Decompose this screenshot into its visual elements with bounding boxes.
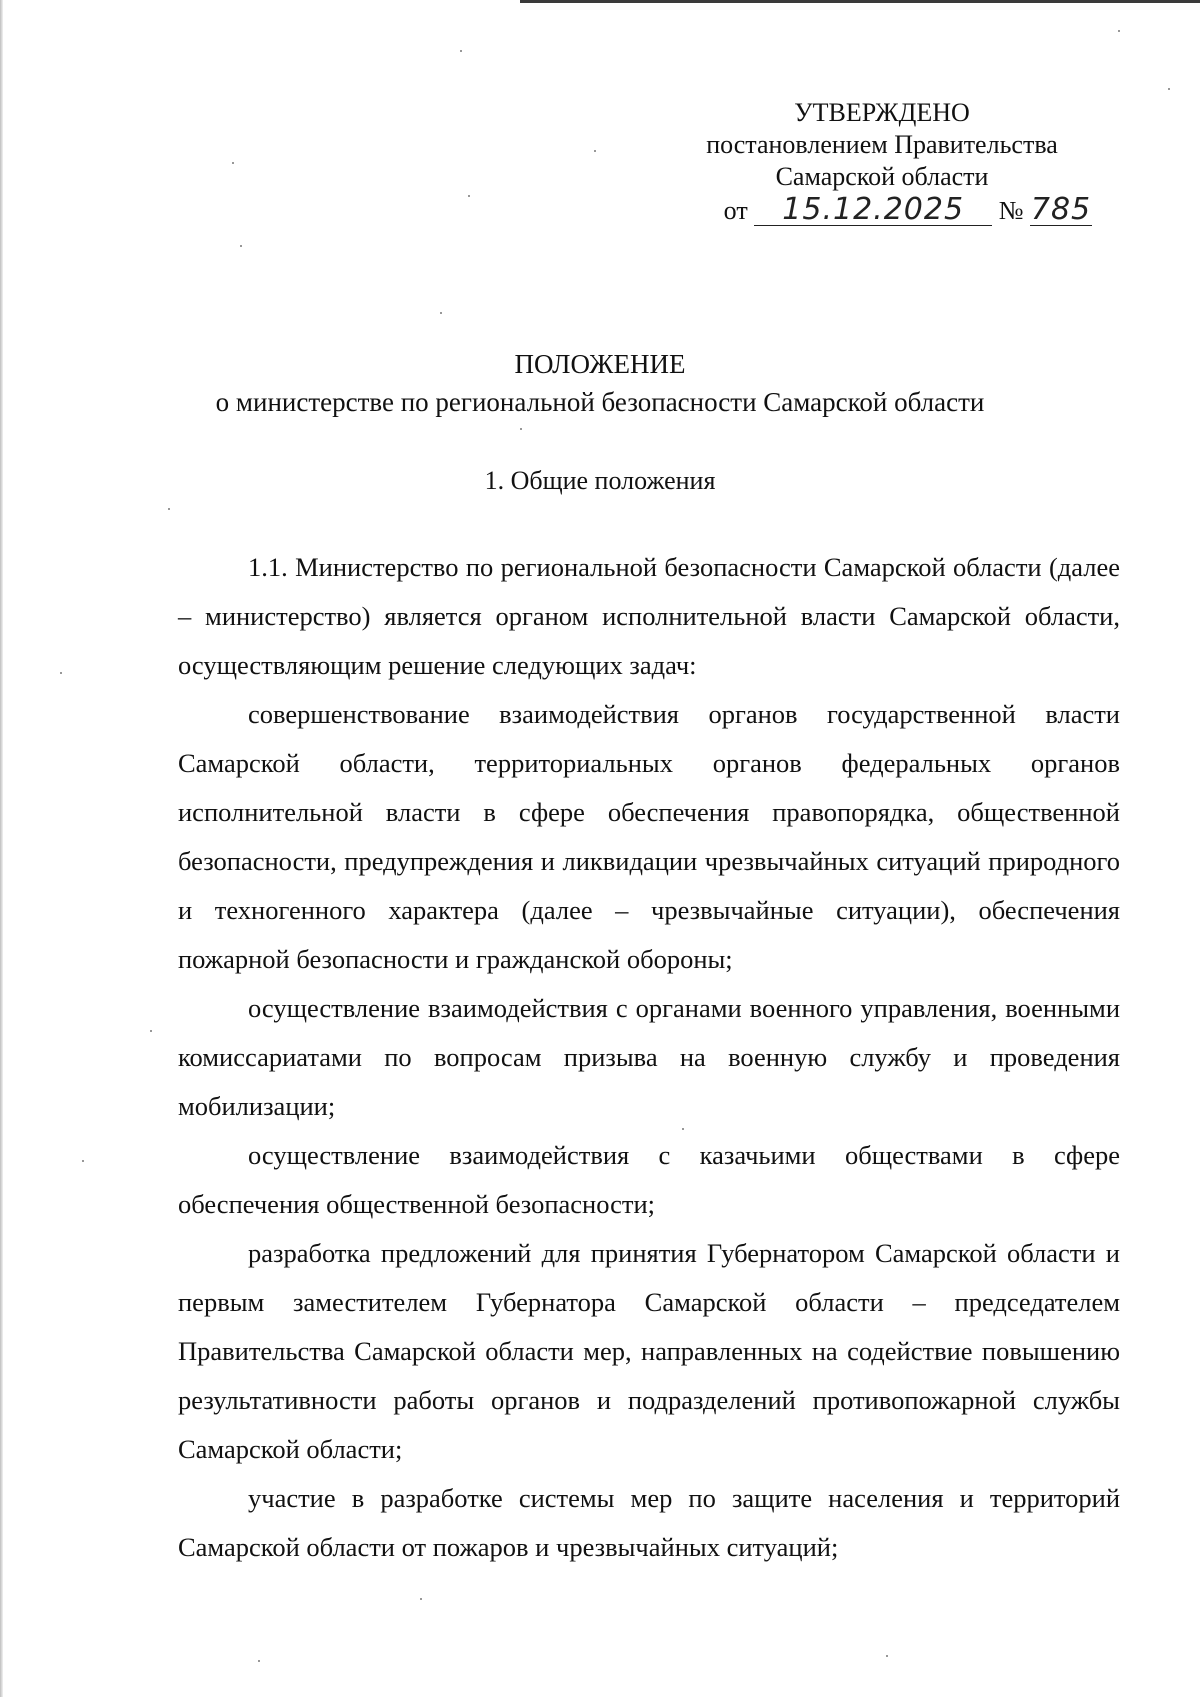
title-subheading: о министерстве по региональной безопасности Самарской области xyxy=(215,387,985,417)
paragraph: совершенствование взаимодействия органов государственной власти Самарской области, территориальных органов федеральных органов исполнительной власти в сфере обеспечения правопорядка, общественной безопасности, предупреждения и ликвидации чрезвычайных ситуаций природного и техногенного характера (далее – чрезвычайные ситуации), обеспечения пожарной безопасности и гражданской обороны; xyxy=(178,699,1120,974)
approval-decree-line: постановлением Правительства xyxy=(706,130,1058,159)
scan-speck xyxy=(594,150,596,152)
paragraph: разработка предложений для принятия Губернатором Самарской области и первым заместителем Губернатора Самарской области – председателем Правительства Самарской области мер, направленных на содействие повышению результативности работы органов и подразделений противопожарной службы Самарской области; xyxy=(178,1238,1120,1464)
document-title xyxy=(0,345,1200,421)
approval-block xyxy=(672,97,1092,227)
handwritten-number: 785 xyxy=(1030,192,1092,227)
paragraph: осуществление взаимодействия с органами военного управления, военными комиссариатами по вопросам призыва на военную службу и проведения мобилизации; xyxy=(178,993,1120,1121)
approval-heading: УТВЕРЖДЕНО xyxy=(794,98,970,127)
document-body xyxy=(178,543,1120,1572)
scan-speck xyxy=(168,508,170,510)
scan-speck xyxy=(520,428,522,430)
paragraph: участие в разработке системы мер по защите населения и территорий Самарской области от пожаров и чрезвычайных ситуаций; xyxy=(178,1483,1120,1562)
scan-speck xyxy=(82,1160,84,1162)
scan-speck xyxy=(468,195,470,197)
approval-region-line: Самарской области xyxy=(775,162,989,191)
paragraph: 1.1. Министерство по региональной безопасности Самарской области (далее – министерство) является органом исполнительной власти Самарской области, осуществляющим решение следующих задач: xyxy=(178,552,1120,680)
scan-edge xyxy=(0,0,3,1697)
scan-speck xyxy=(440,312,442,314)
scan-speck xyxy=(420,1598,422,1600)
handwritten-date: 15.12.2025 xyxy=(754,195,992,226)
approval-date-line xyxy=(672,192,1092,227)
scan-speck xyxy=(886,1655,888,1657)
scan-speck xyxy=(460,50,462,52)
scan-speck xyxy=(150,1030,152,1032)
section-heading: 1. Общие положения xyxy=(484,466,716,495)
scan-speck xyxy=(258,1660,260,1662)
title-heading: ПОЛОЖЕНИЕ xyxy=(514,349,686,379)
scan-speck xyxy=(232,162,234,164)
scan-speck xyxy=(1168,88,1170,90)
date-prefix: от xyxy=(723,196,748,225)
paragraph: осуществление взаимодействия с казачьими обществами в сфере обеспечения общественной безопасности; xyxy=(178,1140,1120,1219)
top-border-line xyxy=(520,0,1200,3)
scan-speck xyxy=(240,245,242,247)
scan-speck xyxy=(60,672,62,674)
scan-speck xyxy=(1118,30,1120,32)
number-prefix: № xyxy=(998,196,1024,225)
